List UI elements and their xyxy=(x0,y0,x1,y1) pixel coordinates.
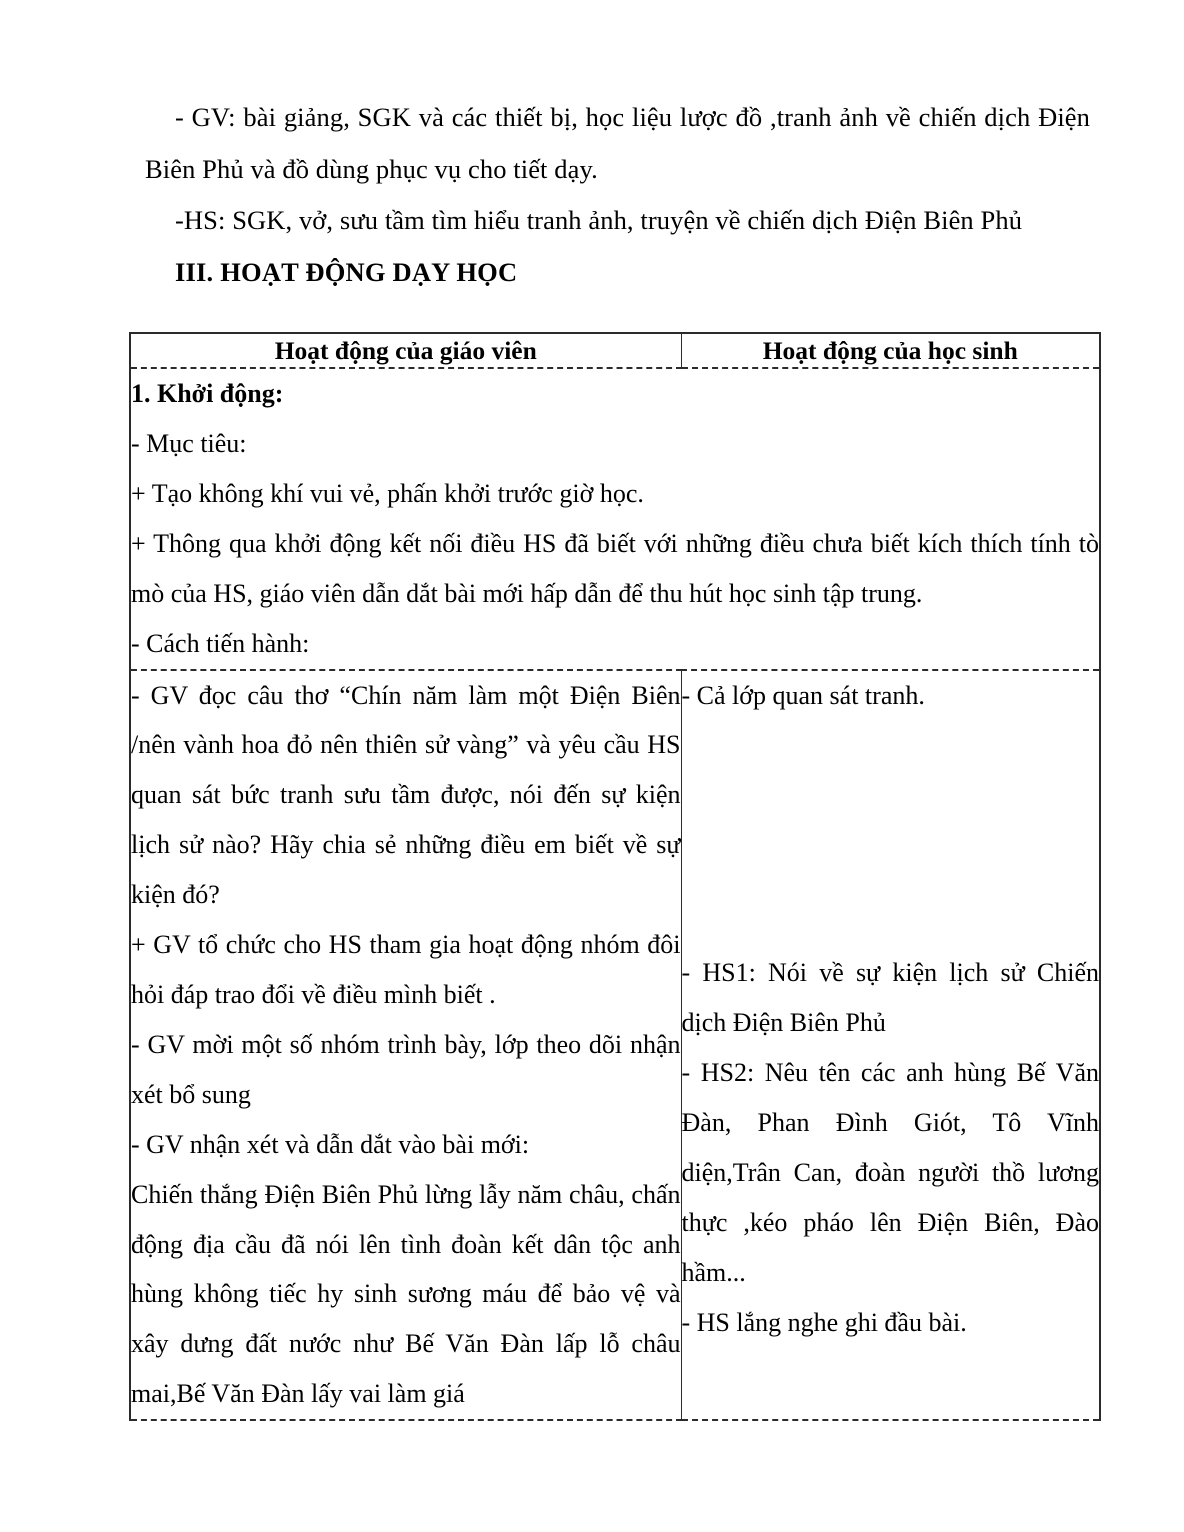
intro-paragraph-student-materials: -HS: SGK, vở, sưu tầm tìm hiểu tranh ảnh, truyện về chiến dịch Điện Biên Phủ xyxy=(175,205,1023,236)
table-header-student: Hoạt động của học sinh xyxy=(681,333,1100,368)
table-header-teacher: Hoạt động của giáo viên xyxy=(130,333,681,368)
student-activity-1: - Cả lớp quan sát tranh. xyxy=(681,680,925,710)
teacher-activity-4: - GV nhận xét và dẫn dắt vào bài mới: xyxy=(131,1129,530,1159)
student-activity-3: - HS2: Nêu tên các anh hùng Bế Văn Đàn, Phan Đình Giót, Tô Vĩnh diện,Trân Can, đoàn người thồ lương thực ,kéo pháo lên Điện Biên, Đào hầm... xyxy=(681,1058,1099,1287)
table-row-warmup-objectives xyxy=(130,368,1100,669)
teacher-activities-cell xyxy=(130,670,681,1421)
teacher-activity-2: + GV tổ chức cho HS tham gia hoạt động nhóm đôi hỏi đáp trao đổi về điều mình biết . xyxy=(131,930,681,1010)
teacher-activity-1: - GV đọc câu thơ “Chín năm làm một Điện Biên /nên vành hoa đỏ nên thiên sử vàng” và yêu cầu HS quan sát bức tranh sưu tầm được, nói đến sự kiện lịch sử nào? Hãy chia sẻ những điều em biết về sự kiện đó? xyxy=(131,680,681,910)
intro-paragraph-teacher-materials: - GV: bài giảng, SGK và các thiết bị, học liệu lược đồ ,tranh ảnh về chiến dịch Điện Biên Phủ và đồ dùng phục vụ cho tiết dạy. xyxy=(145,102,1090,184)
warmup-merged-cell xyxy=(130,368,1100,669)
intro-section xyxy=(145,92,1090,299)
teacher-activity-5: Chiến thắng Điện Biên Phủ lừng lẫy năm châu, chấn động địa cầu đã nói lên tình đoàn kết dân tộc anh hùng không tiếc hy sinh sương máu để bảo vệ và xây dưng đất nước như Bế Văn Đàn lấp lỗ châu mai,Bế Văn Đàn lấy vai làm giá xyxy=(131,1179,681,1409)
section-heading-teaching-activities: III. HOẠT ĐỘNG DẠY HỌC xyxy=(175,257,518,288)
warmup-title: 1. Khởi động: xyxy=(131,379,284,409)
teacher-activity-3: - GV mời một số nhóm trình bày, lớp theo dõi nhận xét bổ sung xyxy=(131,1029,681,1109)
table-header-row xyxy=(130,333,1100,368)
table-row-warmup-activities xyxy=(130,670,1100,1421)
warmup-objective-label: - Mục tiêu: xyxy=(131,429,247,459)
warmup-objective-2: + Thông qua khởi động kết nối điều HS đã biết với những điều chưa biết kích thích tính tò mò của HS, giáo viên dẫn dắt bài mới hấp dẫn để thu hút học sinh tập trung. xyxy=(131,528,1099,608)
student-activity-2: - HS1: Nói về sự kiện lịch sử Chiến dịch Điện Biên Phủ xyxy=(681,958,1099,1038)
warmup-method-label: - Cách tiến hành: xyxy=(131,628,310,658)
student-activities-cell xyxy=(681,670,1100,1421)
student-cell-spacer xyxy=(682,720,1100,948)
teaching-activities-table xyxy=(129,332,1101,1421)
student-activity-4: - HS lắng nghe ghi đầu bài. xyxy=(681,1307,967,1337)
warmup-objective-1: + Tạo không khí vui vẻ, phấn khởi trước giờ học. xyxy=(131,478,644,508)
